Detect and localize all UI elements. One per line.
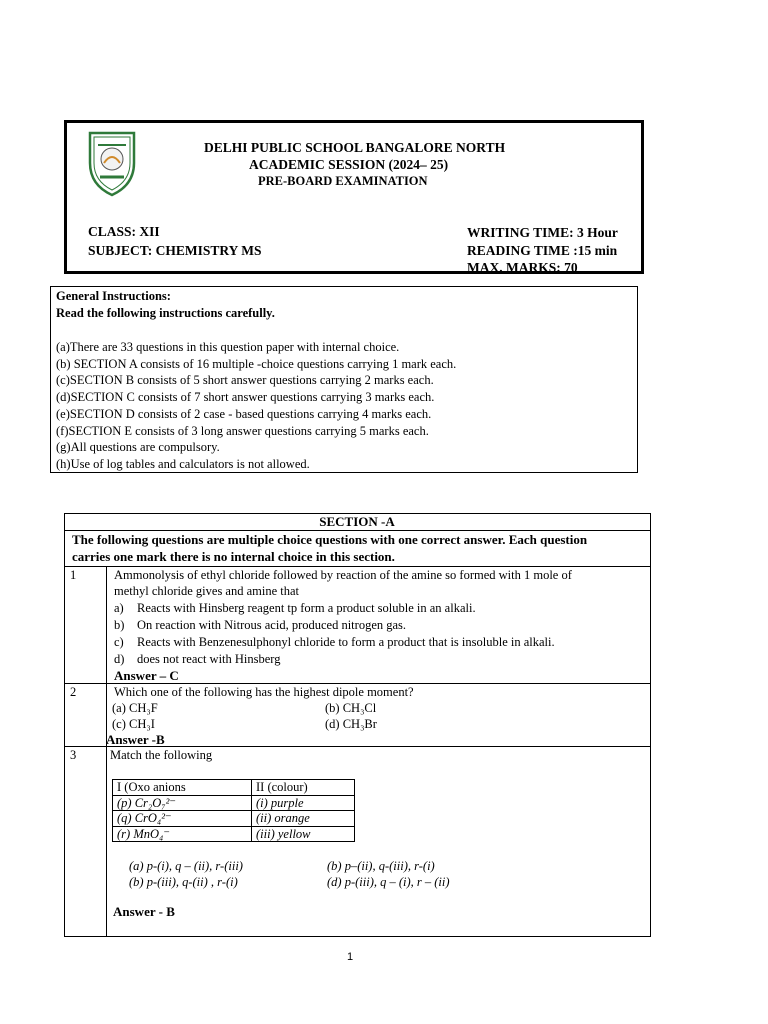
option-text: (a) p-(i), q – (ii), r-(iii) <box>129 859 243 873</box>
option-text: (d) CH₃Br <box>325 717 377 731</box>
table-column-rule <box>106 566 107 937</box>
match-header: I (Oxo anions <box>113 780 252 796</box>
match-cell: (i) purple <box>252 795 355 811</box>
match-cell: (q) CrO₄²⁻ <box>113 811 252 827</box>
question-text: methyl chloride gives and amine that <box>114 584 300 598</box>
table-row <box>113 826 355 842</box>
section-intro: The following questions are multiple choice questions with one correct answer. Each question <box>72 532 588 547</box>
match-cell: (ii) orange <box>252 811 355 827</box>
instructions-title: General Instructions: <box>56 289 171 303</box>
option-text: Reacts with Benzenesulphonyl chloride to form a product that is insoluble in alkali. <box>137 635 555 649</box>
option-marker: c) <box>114 635 124 649</box>
class-label: CLASS: XII <box>88 224 160 239</box>
answer: Answer - B <box>113 904 175 919</box>
question-text: Which one of the following has the highest dipole moment? <box>114 685 414 699</box>
reading-time: READING TIME :15 min <box>467 243 618 258</box>
instruction-item: (d)SECTION C consists of 7 short answer questions carrying 3 marks each. <box>56 390 435 404</box>
instruction-item: (c)SECTION B consists of 5 short answer questions carrying 2 marks each. <box>56 373 434 387</box>
table-row <box>113 780 355 796</box>
table-rule <box>64 530 651 531</box>
instruction-item: (a)There are 33 questions in this question paper with internal choice. <box>56 340 400 354</box>
answer: Answer – C <box>114 668 179 683</box>
instruction-item: (e)SECTION D consists of 2 case - based questions carrying 4 marks each. <box>56 407 432 421</box>
option-text: (b) p-(iii), q-(ii) , r-(i) <box>129 875 238 889</box>
answer: Answer -B <box>106 732 165 747</box>
page-number: 1 <box>346 951 354 963</box>
table-border-bottom <box>64 936 651 937</box>
exam-name: PRE-BOARD EXAMINATION <box>258 174 428 188</box>
school-crest-icon <box>84 129 140 197</box>
table-rule <box>64 566 651 567</box>
match-cell: (iii) yellow <box>252 826 355 842</box>
question-number: 3 <box>70 748 77 762</box>
option-text: On reaction with Nitrous acid, produced nitrogen gas. <box>137 618 407 632</box>
instructions-subtitle: Read the following instructions carefully. <box>56 306 275 320</box>
school-name: DELHI PUBLIC SCHOOL BANGALORE NORTH <box>204 140 506 155</box>
academic-session: ACADEMIC SESSION (2024– 25) <box>249 157 449 172</box>
match-cell: (r) MnO₄⁻ <box>113 826 252 842</box>
option-text: (d) p-(iii), q – (i), r – (ii) <box>327 875 450 889</box>
question-text: Match the following <box>110 748 213 762</box>
question-number: 1 <box>70 568 77 582</box>
instruction-item: (f)SECTION E consists of 3 long answer questions carrying 5 marks each. <box>56 424 429 438</box>
instruction-item: (b) SECTION A consists of 16 multiple -choice questions carrying 1 mark each. <box>56 357 457 371</box>
subject-label: SUBJECT: CHEMISTRY MS <box>88 243 262 258</box>
question-text: Ammonolysis of ethyl chloride followed by reaction of the amine so formed with 1 mole of <box>114 568 572 582</box>
table-row <box>113 795 355 811</box>
question-number: 2 <box>70 685 77 699</box>
max-marks: MAX. MARKS: 70 <box>467 260 578 275</box>
instruction-item: (h)Use of log tables and calculators is not allowed. <box>56 457 310 471</box>
match-header: II (colour) <box>252 780 355 796</box>
table-border-right <box>650 513 651 937</box>
match-table <box>112 779 355 842</box>
section-intro: carries one mark there is no internal choice in this section. <box>72 549 395 564</box>
option-text: (a) CH₃F <box>112 701 158 715</box>
option-text: (b) CH₃Cl <box>325 701 377 715</box>
option-marker: a) <box>114 601 124 615</box>
option-text: does not react with Hinsberg <box>137 652 281 666</box>
option-marker: b) <box>114 618 125 632</box>
option-text: Reacts with Hinsberg reagent tp form a product soluble in an alkali. <box>137 601 476 615</box>
match-cell: (p) Cr₂O₇²⁻ <box>113 795 252 811</box>
table-row <box>113 811 355 827</box>
option-marker: d) <box>114 652 125 666</box>
option-text: (c) CH₃I <box>112 717 155 731</box>
table-border-left <box>64 513 65 937</box>
instruction-item: (g)All questions are compulsory. <box>56 440 220 454</box>
writing-time: WRITING TIME: 3 Hour <box>467 225 618 240</box>
section-title: SECTION -A <box>319 514 395 529</box>
option-text: (b) p–(ii), q-(iii), r-(i) <box>327 859 435 873</box>
